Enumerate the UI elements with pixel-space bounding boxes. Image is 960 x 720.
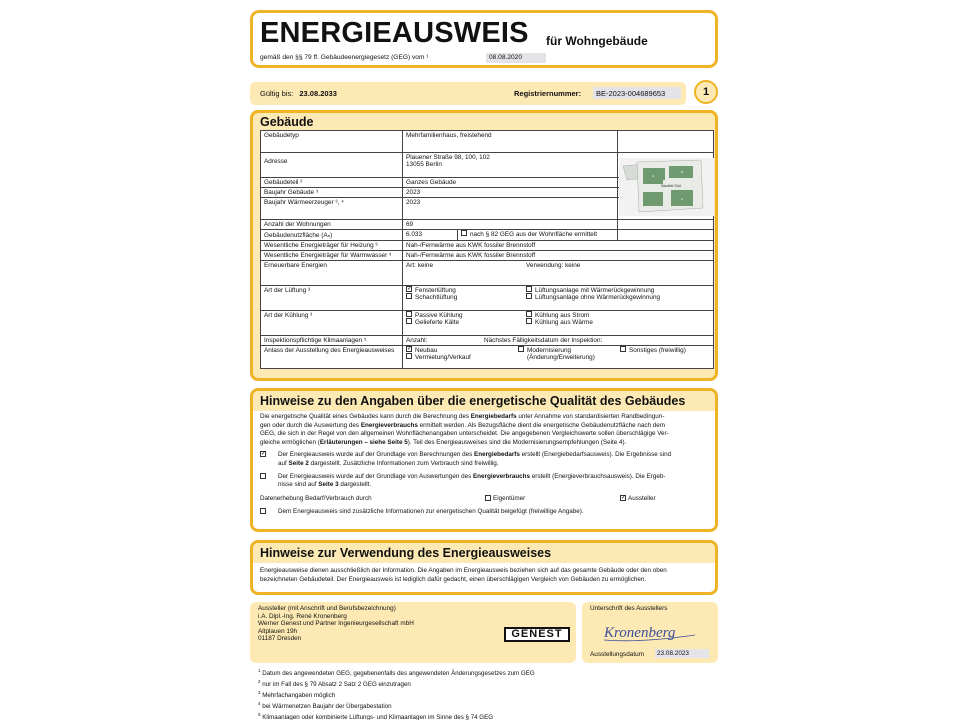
table-row — [261, 230, 713, 241]
checkbox-unchecked[interactable] — [518, 346, 524, 352]
consumption-certificate-option: Der Energieausweis wurde auf der Grundlage von Auswertungen des Energieverbrauchs erstellt (Energieverbrauchsausweis). Die Ergeb- nisse sind auf Seite 3 dargestellt. — [253, 471, 715, 492]
checkbox-unchecked[interactable] — [406, 311, 412, 317]
row-value: Ganzes Gebäude — [403, 178, 618, 187]
issue-date-field: 23.08.2023 — [655, 649, 709, 658]
checkbox-unchecked[interactable] — [406, 318, 412, 324]
checkbox-unchecked[interactable] — [461, 230, 467, 236]
row-label: Inspektionspflichtige Klimaanlagen ⁵ — [261, 336, 403, 345]
checkbox-unchecked[interactable] — [620, 346, 626, 352]
row-label: Art der Kühlung ³ — [261, 311, 403, 335]
footnote: $^1$ Datum des angewendeten GEG, gegebenenfalls des angewendeten Änderungsgesetzes zum GEG — [258, 668, 535, 678]
row-label: Gebäudetyp — [261, 131, 403, 152]
area-method-label: nach § 82 GEG aus der Wohnfläche ermittelt — [470, 231, 598, 238]
issuer-heading: Aussteller (mit Anschrift und Berufsbezeichnung) — [258, 605, 396, 612]
table-row — [261, 131, 713, 153]
row-value: 6.033 — [403, 230, 458, 240]
row-label: Erneuerbare Energien — [261, 261, 403, 285]
footnote: $^2$ nur im Fall des § 79 Absatz 2 Satz 2 GEG einzutragen — [258, 679, 411, 689]
row-label: Adresse — [261, 153, 403, 177]
certificate-header — [250, 10, 718, 68]
row-value: Nah-/Fernwärme aus KWK fossiler Brennstoff — [406, 252, 536, 259]
data-collection-row: Datenerhebung Bedarf/Verbrauch durch Eigentümer ✓ Aussteller — [260, 494, 656, 502]
footnotes — [258, 667, 535, 720]
row-label: Gebäudeteil ² — [261, 178, 403, 187]
svg-text:B: B — [681, 170, 684, 174]
row-label: Wesentliche Energieträger für Warmwasser ³ — [261, 251, 403, 260]
signature-text: Kronenberg — [604, 625, 676, 641]
additional-info-option: Dem Energieausweis sind zusätzliche Informationen zur energetischen Qualität beigefügt (freiwillige Angabe). — [253, 506, 715, 519]
hints-intro: Die energetische Qualität eines Gebäudes kann durch die Berechnung des Energiebedarfs unter Annahme von standardisierten Randbedingun- gen oder durch die Auswertung des Energieverbrauchs ermittelt werden. Als Bezugsfläche dient die energetische Gebäudenutzfläche nach dem GEG, die sich in der Regel von den allgemeinen Wohnflächenangaben unterscheidet. Die angegebenen Vergleichswerte sollen überschlägige Ver- gleiche ermöglichen (Erläuterungen – siehe Seite 5). Teil des Energieausweises sind die Modernisierungsempfehlungen (Seite 4). — [260, 413, 669, 446]
demand-certificate-option: ✓ Der Energieausweis wurde auf der Grundlage von Berechnungen des Energiebedarfs erstellt (Energiebedarfsausweis). Die Ergebnisse sind auf Seite 2 dargestellt. Zusätzliche Informationen zum Verbrauch sind freiwillig. — [261, 451, 672, 467]
building-section — [250, 110, 718, 381]
row-value: Art: keine — [406, 262, 433, 269]
valid-until-label: Gültig bis: — [260, 89, 294, 98]
row-label: Baujahr Wärmeerzeuger ³, ⁴ — [261, 198, 403, 219]
checkbox-unchecked[interactable] — [526, 293, 532, 299]
table-row — [261, 336, 713, 346]
table-row: Art der Kühlung ³ Passive Kühlung Gelieferte Kälte Kühlung aus Strom Kühlung aus Wärme — [261, 311, 713, 336]
table-row — [261, 241, 713, 251]
row-label: Anlass der Ausstellung des Energieausweises — [261, 346, 403, 368]
page-number-badge: 1 — [694, 80, 718, 104]
checkbox-unchecked[interactable] — [260, 473, 266, 479]
geg-date-field: 08.08.2020 — [486, 53, 546, 63]
site-plan-image — [619, 158, 714, 216]
registration-number-field: BE-2023-004689653 — [593, 87, 681, 99]
checkbox-unchecked[interactable] — [526, 286, 532, 292]
row-label: Anzahl der Wohnungen — [261, 220, 403, 229]
svg-text:C: C — [681, 197, 684, 201]
checkbox-unchecked[interactable] — [485, 495, 491, 501]
checkbox-checked[interactable]: ✓ — [407, 346, 413, 353]
checkbox-unchecked[interactable] — [526, 318, 532, 324]
checkbox-checked[interactable]: ✓ — [261, 451, 267, 458]
checkbox-unchecked[interactable] — [260, 508, 266, 514]
row-value: Mehrfamilienhaus, freistehend — [403, 131, 618, 152]
signature-heading: Unterschrift des Ausstellers — [590, 605, 668, 612]
svg-text:A: A — [652, 174, 655, 178]
certificate-subtitle: gemäß den §§ 79 ff. Gebäudeenergiegesetz (GEG) vom ¹ — [260, 54, 429, 61]
footnote: $^3$ Mehrfachangaben möglich — [258, 690, 336, 700]
certificate-title: ENERGIEAUSWEIS — [260, 17, 529, 49]
valid-until-date: 23.08.2033 — [299, 89, 337, 98]
address-line-2: 13055 Berlin — [406, 161, 442, 168]
signature-image — [600, 615, 710, 645]
row-label: Gebäudenutzfläche (Aₙ) — [261, 230, 403, 240]
row-label: Art der Lüftung ³ — [261, 286, 403, 310]
row-label: Wesentliche Energieträger für Heizung ³ — [261, 241, 403, 250]
table-row — [261, 261, 713, 286]
issuer-box: Aussteller (mit Anschrift und Berufsbezeichnung) i.A. Dipl.-Ing. René Kronenberg Werner Genest und Partner Ingenieurgesellschaft mbH Altplauen 19h 01187 Dresden GENEST — [250, 602, 576, 663]
row-value — [403, 153, 618, 177]
signature-box — [582, 602, 718, 663]
aircon-count: Anzahl: — [406, 337, 428, 344]
building-section-title: Gebäude — [260, 115, 314, 129]
validity-bar — [250, 82, 686, 105]
registration-label: Registriernummer: — [514, 89, 582, 98]
hints-section — [250, 388, 718, 532]
checkbox-unchecked[interactable] — [406, 353, 412, 359]
checkbox-unchecked[interactable] — [406, 293, 412, 299]
aircon-inspection-date: Nächstes Fälligkeitsdatum der Inspektion: — [484, 337, 603, 344]
table-row — [261, 251, 713, 261]
issue-date-label: Ausstellungsdatum — [590, 651, 644, 658]
row-value: 69 — [403, 220, 618, 229]
table-row: Art der Lüftung ³ ✓ Fensterlüftung Schachtlüftung Lüftungsanlage mit Wärmerückgewinnung Lüftungsanlage ohne Wärmerückgewinnung — [261, 286, 713, 311]
checkbox-unchecked[interactable] — [526, 311, 532, 317]
row-value: 2023 — [403, 188, 618, 197]
footnote: $^4$ bei Wärmenetzen Baujahr der Übergabestation — [258, 701, 392, 711]
table-row: Anlass der Ausstellung des Energieausweises ✓ Neubau Vermietung/Verkauf Modernisierung (Änderung/Erweiterung) Sonstiges (freiwillig) — [261, 346, 713, 368]
table-row — [261, 220, 713, 230]
site-plan-label: Baufeld Süd — [661, 184, 681, 188]
genest-logo: GENEST — [504, 627, 570, 642]
valid-until — [260, 89, 337, 98]
usage-section-title: Hinweise zur Verwendung des Energieausweises — [253, 543, 715, 563]
usage-text: Energieausweise dienen ausschließlich der Information. Die Angaben im Energieausweis beziehen sich auf das gesamte Gebäude oder den oben bezeichneten Gebäudeteil. Der Energieausweis ist lediglich dafür gedacht, einen überschlägigen Vergleich von Gebäuden zu ermöglichen. — [260, 567, 667, 583]
footnote: $^5$ Klimaanlagen oder kombinierte Lüftungs- und Klimaanlagen im Sinne des § 74 GEG — [258, 712, 494, 720]
area-method-option — [458, 230, 618, 240]
address-line-1: Plauener Straße 98, 100, 102 — [406, 154, 490, 161]
usage-section — [250, 540, 718, 595]
hints-section-title: Hinweise zu den Angaben über die energetische Qualität des Gebäudes — [253, 391, 715, 411]
checkbox-checked[interactable]: ✓ — [407, 286, 413, 293]
certificate-title-suffix: für Wohngebäude — [546, 34, 648, 48]
row-label: Baujahr Gebäude ³ — [261, 188, 403, 197]
row-value: 2023 — [403, 198, 618, 219]
row-value: Nah-/Fernwärme aus KWK fossiler Brennstoff — [406, 242, 536, 249]
row-value-right: Verwendung: keine — [526, 262, 581, 269]
checkbox-checked[interactable]: ✓ — [621, 494, 627, 501]
